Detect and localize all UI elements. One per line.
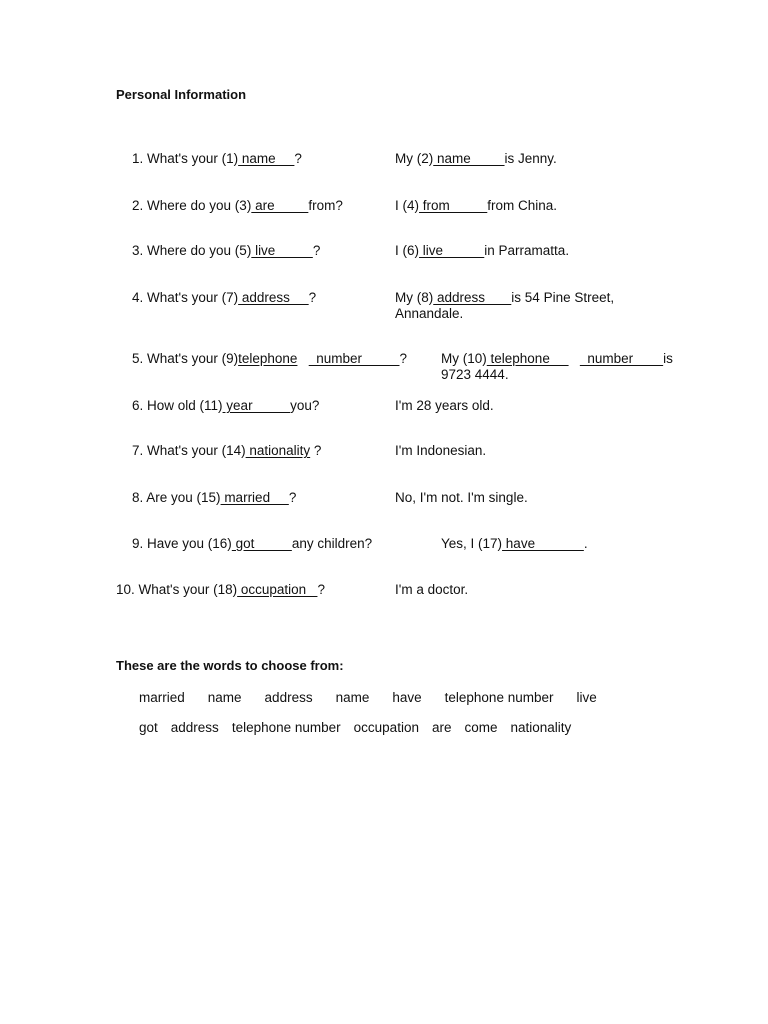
answer-blank: name xyxy=(238,151,295,166)
answer-text: I (4) xyxy=(395,198,420,213)
question-text: ? xyxy=(399,351,408,366)
word-bank-item: telephone number xyxy=(444,690,554,705)
answer xyxy=(441,536,588,552)
question-text: What's your (9) xyxy=(147,351,239,366)
word-bank-item: name xyxy=(207,690,242,705)
question-text: What's your (14) xyxy=(147,443,246,458)
question-text: any children? xyxy=(291,536,373,551)
answer xyxy=(395,443,486,459)
answer-text-line-2: 9723 4444. xyxy=(441,367,509,382)
word-bank-item: nationality xyxy=(510,720,572,735)
word-bank-item: name xyxy=(335,690,370,705)
word-bank-item: have xyxy=(392,690,422,705)
question-text: Have you (16) xyxy=(147,536,232,551)
answer-text: in Parramatta. xyxy=(484,243,570,258)
question-text: Are you (15) xyxy=(146,490,221,505)
answer-text: I'm a doctor. xyxy=(395,582,469,597)
answer-blank: got xyxy=(231,536,292,551)
word-bank-line-1 xyxy=(139,690,597,706)
answer-text: from China. xyxy=(487,198,558,213)
question-text: What's your (7) xyxy=(147,290,239,305)
word-bank-item: come xyxy=(464,720,498,735)
answer xyxy=(395,290,614,322)
answer xyxy=(395,151,557,167)
question-text: Where do you (3) xyxy=(147,198,252,213)
answer-blank: nationality xyxy=(245,443,311,458)
answer-text: Yes, I (17) xyxy=(441,536,503,551)
blank-gap xyxy=(569,351,580,366)
blank-gap xyxy=(297,351,308,366)
answer-text: I'm 28 years old. xyxy=(395,398,494,413)
word-bank-item: are xyxy=(431,720,452,735)
question-number: 5. xyxy=(132,351,148,366)
question-number: 2. xyxy=(132,198,148,213)
answer-text: My (10) xyxy=(441,351,487,366)
answer xyxy=(395,582,468,598)
answer-blank: address xyxy=(238,290,309,305)
answer-text-line-2: Annandale. xyxy=(395,306,464,321)
question-text: from? xyxy=(308,198,343,213)
answer-blank: year xyxy=(222,398,291,413)
answer-blank: telephone xyxy=(486,351,569,366)
question xyxy=(132,351,407,367)
answer-text: . xyxy=(583,536,588,551)
answer-blank: have xyxy=(502,536,584,551)
question-text: ? xyxy=(317,582,325,597)
answer xyxy=(395,490,528,506)
answer-text: is xyxy=(663,351,673,366)
question-text: you? xyxy=(290,398,320,413)
question-text: ? xyxy=(312,243,321,258)
question-number: 6. xyxy=(132,398,148,413)
question-number: 7. xyxy=(132,443,148,458)
answer-blank: telephone xyxy=(238,351,298,366)
question xyxy=(132,151,302,167)
answer-blank: name xyxy=(433,151,505,166)
answer-text: My (2) xyxy=(395,151,434,166)
word-bank-item: telephone number xyxy=(231,720,341,735)
word-bank-heading: These are the words to choose from: xyxy=(116,658,344,673)
question-text: ? xyxy=(294,151,302,166)
word-bank-item: live xyxy=(576,690,597,705)
question-number: 4. xyxy=(132,290,148,305)
answer xyxy=(441,351,673,383)
question-text: How old (11) xyxy=(147,398,223,413)
word-bank-item: married xyxy=(139,690,185,705)
question-number: 9. xyxy=(132,536,148,551)
question-text: Where do you (5) xyxy=(147,243,252,258)
answer-blank: from xyxy=(419,198,488,213)
answer-blank: occupation xyxy=(237,582,318,597)
answer-blank: address xyxy=(433,290,512,305)
question xyxy=(132,443,321,459)
word-bank-item: got xyxy=(139,720,158,735)
answer-blank: live xyxy=(419,243,485,258)
question xyxy=(132,290,316,306)
word-bank-line-2 xyxy=(139,720,571,736)
answer-text: My (8) xyxy=(395,290,434,305)
answer-blank: number xyxy=(308,351,400,366)
answer-text: is 54 Pine Street, xyxy=(511,290,615,305)
word-bank-item: address xyxy=(170,720,219,735)
answer-text: is Jenny. xyxy=(504,151,557,166)
question-text: What's your (18) xyxy=(138,582,238,597)
question xyxy=(116,582,325,598)
answer-blank: number xyxy=(579,351,664,366)
question-number: 1. xyxy=(132,151,148,166)
question xyxy=(132,490,296,506)
answer-text: No, I'm not. I'm single. xyxy=(395,490,528,505)
question xyxy=(132,243,320,259)
word-bank-item: address xyxy=(264,690,313,705)
question-text: ? xyxy=(308,290,317,305)
question-text: ? xyxy=(288,490,297,505)
answer xyxy=(395,243,569,259)
question xyxy=(132,398,319,414)
question-text: What's your (1) xyxy=(147,151,239,166)
question-text: ? xyxy=(310,443,322,458)
answer-text: I (6) xyxy=(395,243,420,258)
answer-text: I'm Indonesian. xyxy=(395,443,487,458)
question-number: 8. xyxy=(132,490,147,505)
answer xyxy=(395,198,557,214)
answer-blank: live xyxy=(251,243,313,258)
question xyxy=(132,198,343,214)
question-number: 3. xyxy=(132,243,148,258)
answer-blank: married xyxy=(220,490,289,505)
question-number: 10. xyxy=(116,582,139,597)
answer xyxy=(395,398,494,414)
page-title: Personal Information xyxy=(116,87,247,102)
answer-blank: are xyxy=(251,198,309,213)
word-bank-item: occupation xyxy=(353,720,419,735)
question xyxy=(132,536,372,552)
